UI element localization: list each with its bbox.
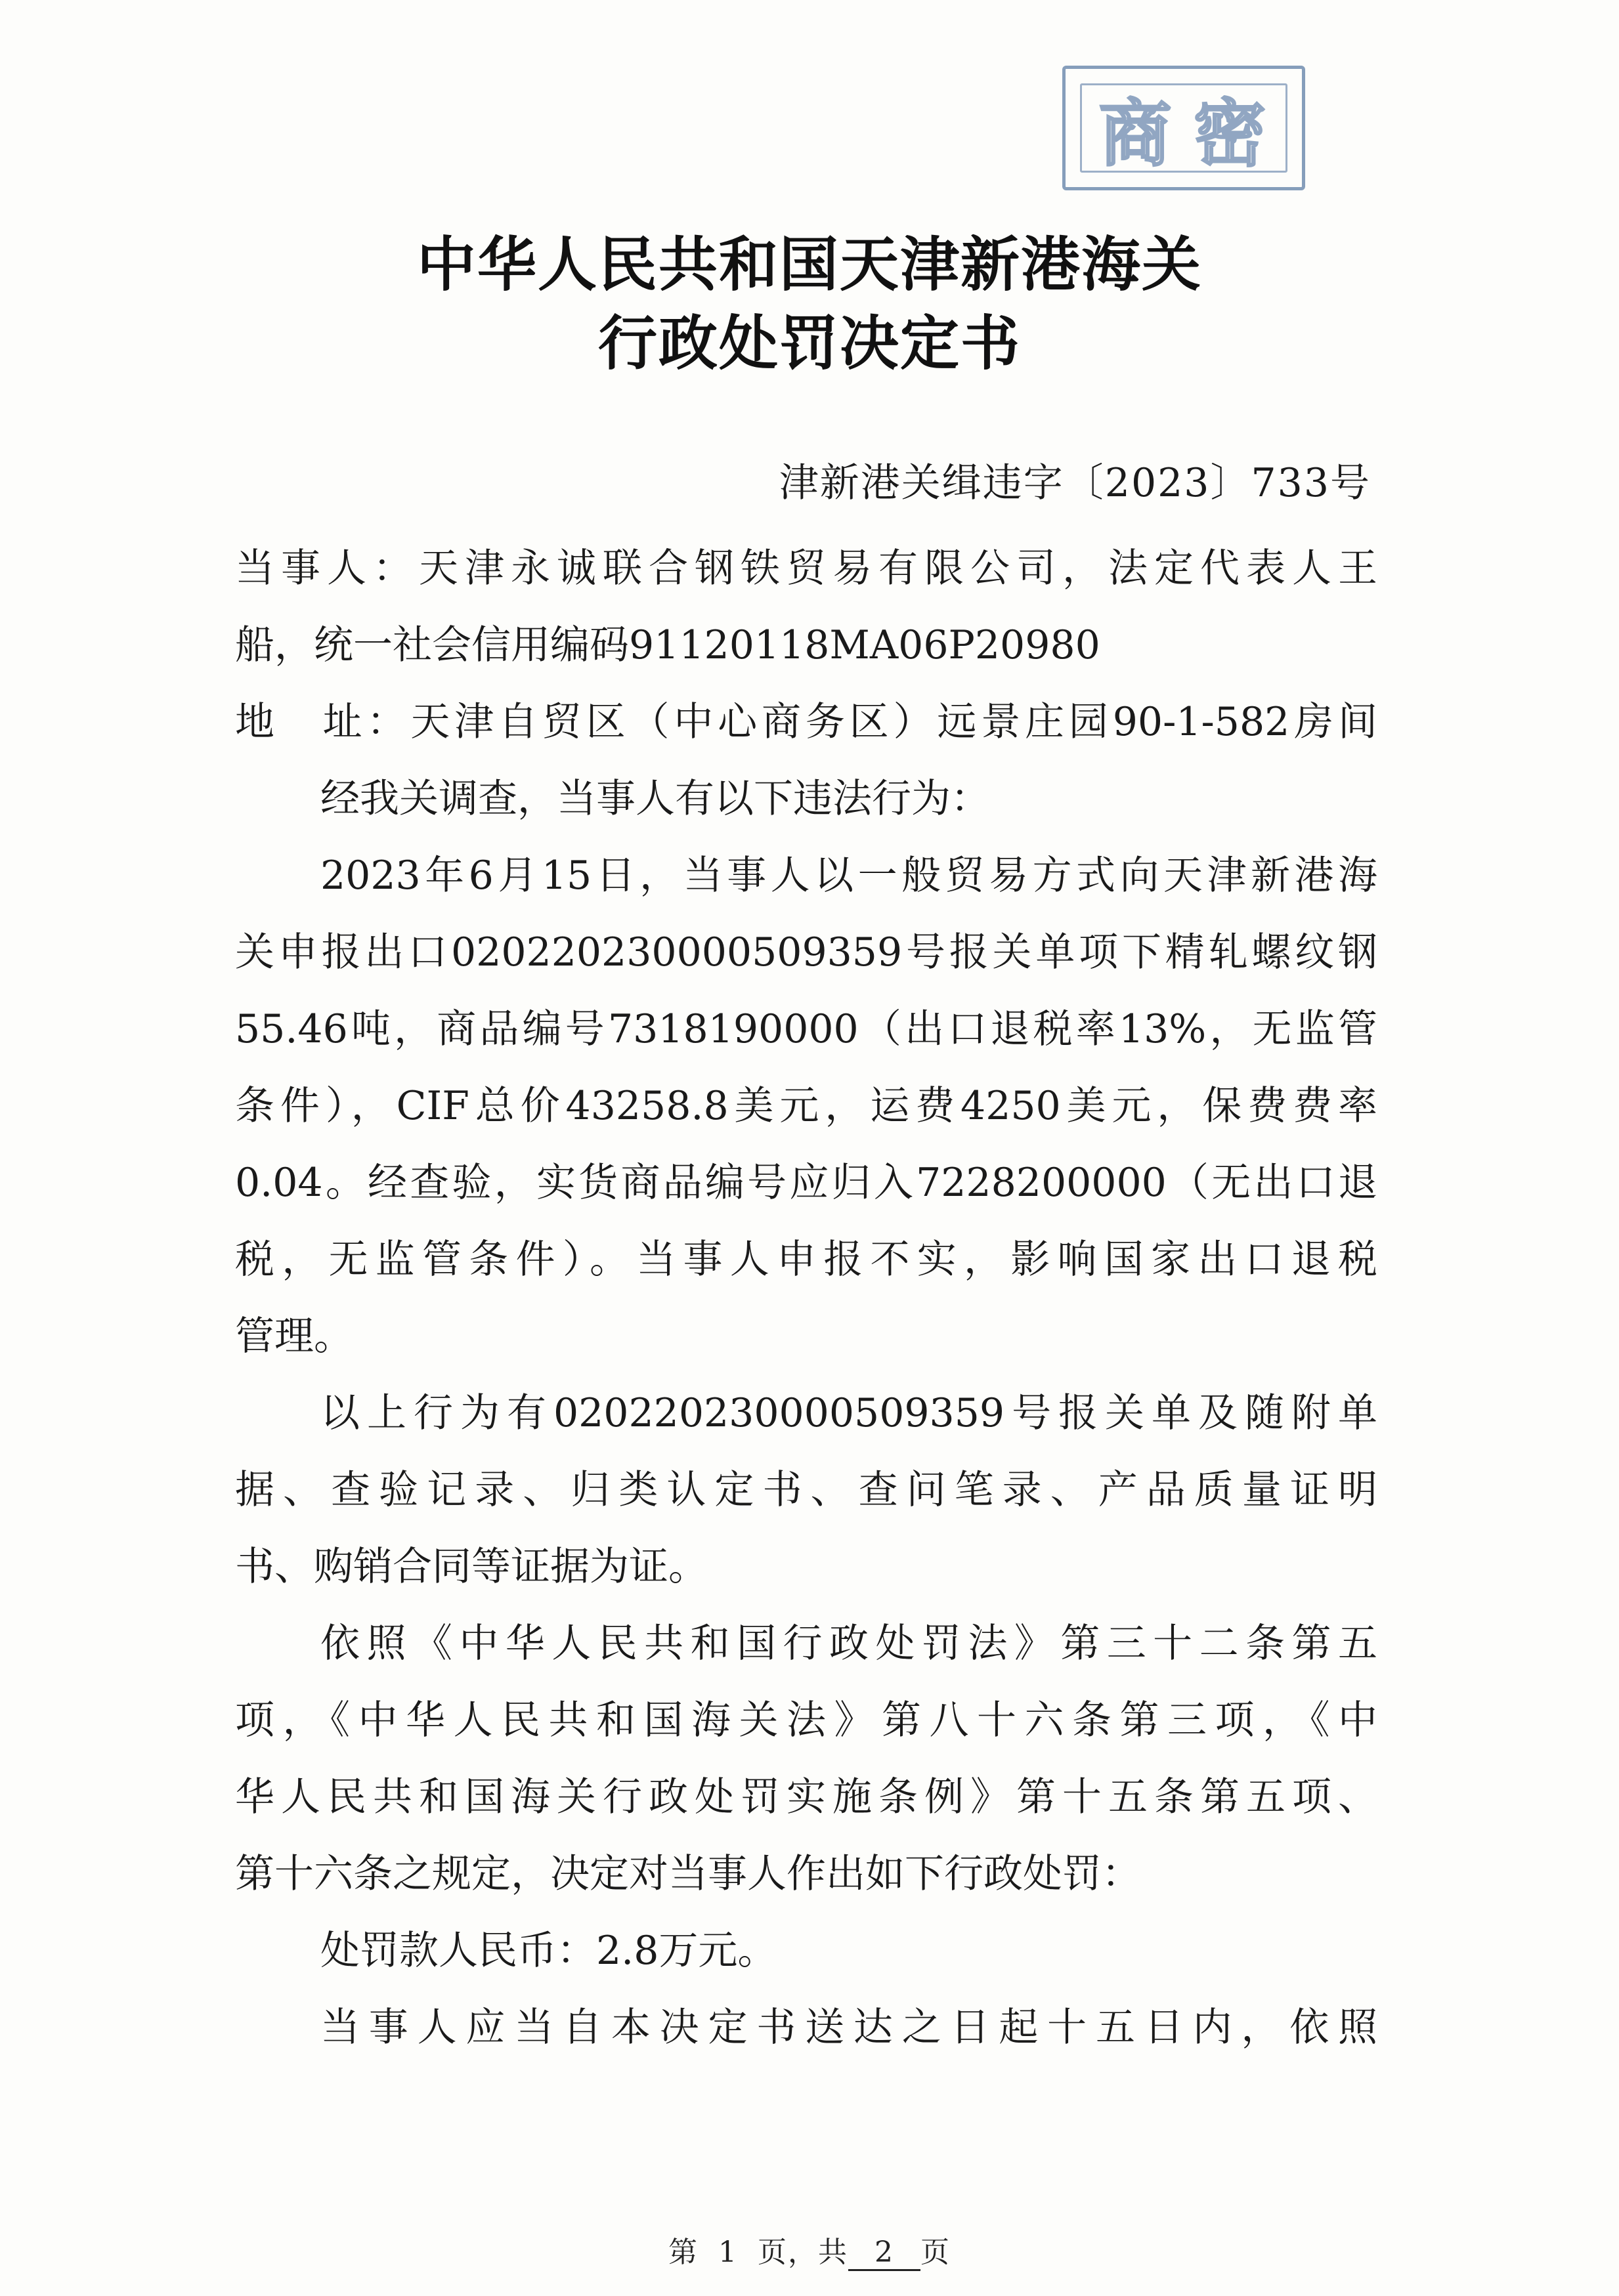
basis-line-3: 华人民共和国海关行政处罚实施条例》第十五条第五项、 xyxy=(235,1774,1377,1820)
seal-stamp xyxy=(1062,66,1305,190)
party-address: 地 址：天津自贸区（中心商务区）远景庄园90-1-582房间 xyxy=(235,699,1377,745)
document-number: 津新港关缉违字〔2023〕733号 xyxy=(779,460,1371,506)
page-footer xyxy=(0,2228,1619,2271)
facts-line-4: 条件），CIF总价43258.8美元，运费4250美元，保费费率 xyxy=(235,1083,1377,1129)
party-line-1: 当事人：天津永诚联合钢铁贸易有限公司，法定代表人王 xyxy=(235,545,1377,591)
facts-line-6: 税，无监管条件）。当事人申报不实，影响国家出口退税 xyxy=(235,1237,1377,1283)
footer-page-number: 1 xyxy=(718,2236,738,2269)
footer-suffix: 页 xyxy=(920,2236,951,2269)
penalty-amount: 处罚款人民币：2.8万元。 xyxy=(320,1928,777,1974)
document-title-line2: 行政处罚决定书 xyxy=(598,308,1021,378)
stamp-char-2: 密 xyxy=(1194,91,1268,176)
deadline-line: 当事人应当自本决定书送达之日起十五日内，依照 xyxy=(320,2005,1377,2051)
footer-total-pages: 2 xyxy=(848,2236,920,2271)
evidence-line-1: 以上行为有020220230000509359号报关单及随附单 xyxy=(320,1390,1377,1436)
document-title-line1: 中华人民共和国天津新港海关 xyxy=(417,230,1202,299)
facts-line-3: 55.46吨，商品编号7318190000（出口退税率13%，无监管 xyxy=(235,1006,1377,1052)
facts-line-2: 关申报出口020220230000509359号报关单项下精轧螺纹钢 xyxy=(235,929,1377,975)
basis-line-4: 第十六条之规定，决定对当事人作出如下行政处罚： xyxy=(235,1851,1141,1897)
facts-line-1: 2023年6月15日，当事人以一般贸易方式向天津新港海 xyxy=(320,853,1377,899)
party-line-2: 船，统一社会信用编码91120118MA06P20980 xyxy=(235,622,1100,668)
seal-stamp-inner xyxy=(1080,83,1287,176)
evidence-line-3: 书、购销合同等证据为证。 xyxy=(235,1544,708,1590)
stamp-char-1: 商 xyxy=(1099,91,1174,176)
basis-line-1: 依照《中华人民共和国行政处罚法》第三十二条第五 xyxy=(320,1621,1377,1667)
basis-line-2: 项，《中华人民共和国海关法》第八十六条第三项，《中 xyxy=(235,1697,1377,1743)
facts-line-5: 0.04。经查验，实货商品编号应归入7228200000（无出口退 xyxy=(235,1160,1377,1206)
evidence-line-2: 据、查验记录、归类认定书、查问笔录、产品质量证明 xyxy=(235,1467,1377,1513)
footer-middle: 页，共 xyxy=(758,2236,848,2269)
footer-prefix: 第 xyxy=(668,2236,699,2269)
investigation-intro: 经我关调查，当事人有以下违法行为： xyxy=(320,776,990,822)
facts-line-7: 管理。 xyxy=(235,1313,353,1359)
